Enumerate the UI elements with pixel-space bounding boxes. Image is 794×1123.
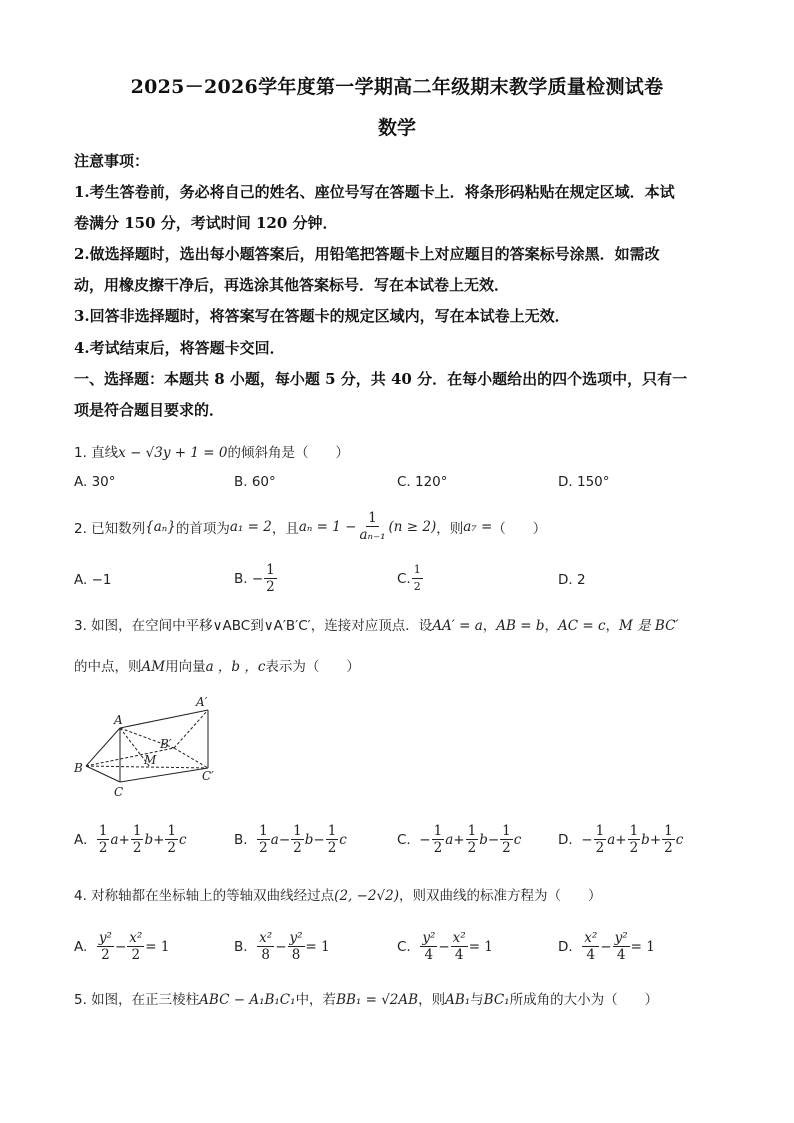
exam-subject: 数学 [377, 117, 416, 139]
q5-prism: ABC − A₁B₁C₁ [199, 992, 296, 1008]
q1-suffix: 的倾斜角是（ ） [227, 445, 349, 461]
q3-label-m: M [144, 753, 157, 767]
section-1-intro-b: 项是符合题目要求的． [74, 401, 225, 419]
q3-vector-basis: a ，b ，c [205, 659, 266, 675]
q4-option-a[interactable]: A. $\frac{\text{y²}}{2}$ − $\frac{\text{x²}}{2}$ = 1 [74, 930, 170, 963]
q2-a7: a₇ = [463, 518, 493, 535]
q5-condition: BB₁ = √2AB [336, 992, 419, 1008]
q3-vector-am: AM [141, 659, 166, 675]
q2-condition: (n ≥ 2) [388, 518, 437, 535]
q1-option-b[interactable]: B. 60° [234, 474, 276, 490]
q2-option-c[interactable]: C. $\frac{1}{2}$ [397, 563, 421, 593]
question-2 [74, 510, 546, 543]
q3-vector-aa: AA′ = a [432, 618, 483, 634]
q3-option-b[interactable]: B. $\frac{1}{2}$ a − $\frac{1}{2}$ b − $\frac{1}{2}$ c [234, 823, 347, 856]
q4-point: (2, −2√2) [334, 888, 399, 904]
q1-equation: x − √3y + 1 = 0 [118, 445, 228, 461]
q2-fraction: $\frac{1}{\text{aₙ₋₁}}$ [359, 510, 386, 543]
q1-option-d[interactable]: D. 150° [558, 474, 610, 490]
q3-label-a-prime: A′ [196, 695, 208, 709]
question-1 [74, 441, 349, 461]
q2-an: aₙ = 1 − [298, 518, 357, 535]
question-4: 4. 对称轴都在坐标轴上的等轴双曲线经过点(2, −2√2)，则双曲线的标准方程为（ ） [74, 888, 602, 904]
section-1-intro-a: 一、选择题：本题共 8 小题，每小题 5 分，共 40 分．在每小题给出的四个选项中，只有一 [74, 370, 688, 388]
q5-bc1: BC₁ [483, 992, 510, 1008]
q2-a1: a₁ = 2 [229, 518, 272, 535]
q3-label-b-prime: B′ [160, 737, 172, 751]
q2-option-d[interactable]: D. 2 [558, 572, 586, 588]
q2-mid2: ，且 [271, 520, 299, 537]
question-5: 5. 如图，在正三棱柱ABC − A₁B₁C₁中，若BB₁ = √2AB，则AB₁与BC₁所成角的大小为（ ） [74, 992, 659, 1008]
notice-line-2b: 动，用橡皮擦干净后，再选涂其他答案标号．写在本试卷上无效． [74, 276, 510, 294]
notice-line-1a: 1.考生答卷前，务必将自己的姓名、座位号写在答题卡上．将条形码粘贴在规定区域．本试 [74, 183, 675, 201]
q2-option-a[interactable]: A. −1 [74, 572, 112, 588]
q2-prefix: 2. 已知数列 [74, 520, 146, 537]
notice-line-2a: 2.做选择题时，选出每小题答案后，用铅笔把答题卡上对应题目的答案标号涂黑．如需改 [74, 245, 660, 263]
q3-label-c-prime: C′ [202, 769, 214, 783]
q3-midpoint: M 是 BC′ [619, 618, 679, 634]
q3-vector-ab: AB = b [496, 618, 545, 634]
notice-line-4: 4.考试结束后，将答题卡交回． [74, 339, 285, 357]
notice-heading: 注意事项： [74, 152, 150, 170]
q2-suffix: ，则 [436, 520, 464, 537]
q2-sequence: {aₙ} [145, 518, 176, 535]
q2-mid: 的首项为 [175, 520, 230, 537]
q1-prefix: 1. 直线 [74, 445, 119, 461]
q3-label-c: C [114, 785, 124, 799]
exam-title: 2025－2026学年度第一学期高二年级期末教学质量检测试卷 [130, 76, 664, 98]
q3-option-d[interactable]: D. − $\frac{1}{2}$ a + $\frac{1}{2}$ b + $\frac{1}{2}$ c [558, 823, 684, 856]
q3-vector-ac: AC = c [557, 618, 606, 634]
q3-label-b: B [74, 761, 83, 775]
q4-option-c[interactable]: C. $\frac{\text{y²}}{4}$ − $\frac{\text{x²}}{4}$ = 1 [397, 930, 493, 963]
q1-option-a[interactable]: A. 30° [74, 474, 116, 490]
notice-line-1b: 卷满分 150 分，考试时间 120 分钟． [74, 214, 338, 232]
q2-tail: （ ） [492, 520, 547, 537]
q3-option-a[interactable]: A. $\frac{1}{2}$ a + $\frac{1}{2}$ b + $\frac{1}{2}$ c [74, 823, 187, 856]
q3-option-c[interactable]: C. − $\frac{1}{2}$ a + $\frac{1}{2}$ b − $\frac{1}{2}$ c [397, 823, 522, 856]
q4-option-b[interactable]: B. $\frac{\text{x²}}{8}$ − $\frac{\text{y²}}{8}$ = 1 [234, 930, 330, 963]
notice-line-3: 3.回答非选择题时，将答案写在答题卡的规定区域内，写在本试卷上无效． [74, 307, 570, 325]
q3-prism-figure [70, 690, 230, 800]
question-3-line-1: 3. 如图，在空间中平移∨ABC到∨A′B′C′，连接对应顶点．设AA′ = a，AB = b，AC = c，M 是 BC′ [74, 618, 679, 634]
question-3-line-2: 的中点，则AM用向量a ，b ，c表示为（ ） [74, 659, 360, 675]
q4-option-d[interactable]: D. $\frac{\text{x²}}{4}$ − $\frac{\text{y²}}{4}$ = 1 [558, 930, 655, 963]
q2-option-b[interactable]: B. − $\frac{1}{2}$ [234, 562, 275, 595]
q5-ab1: AB₁ [445, 992, 471, 1008]
q1-option-c[interactable]: C. 120° [397, 474, 448, 490]
q3-label-a: A [114, 713, 123, 727]
